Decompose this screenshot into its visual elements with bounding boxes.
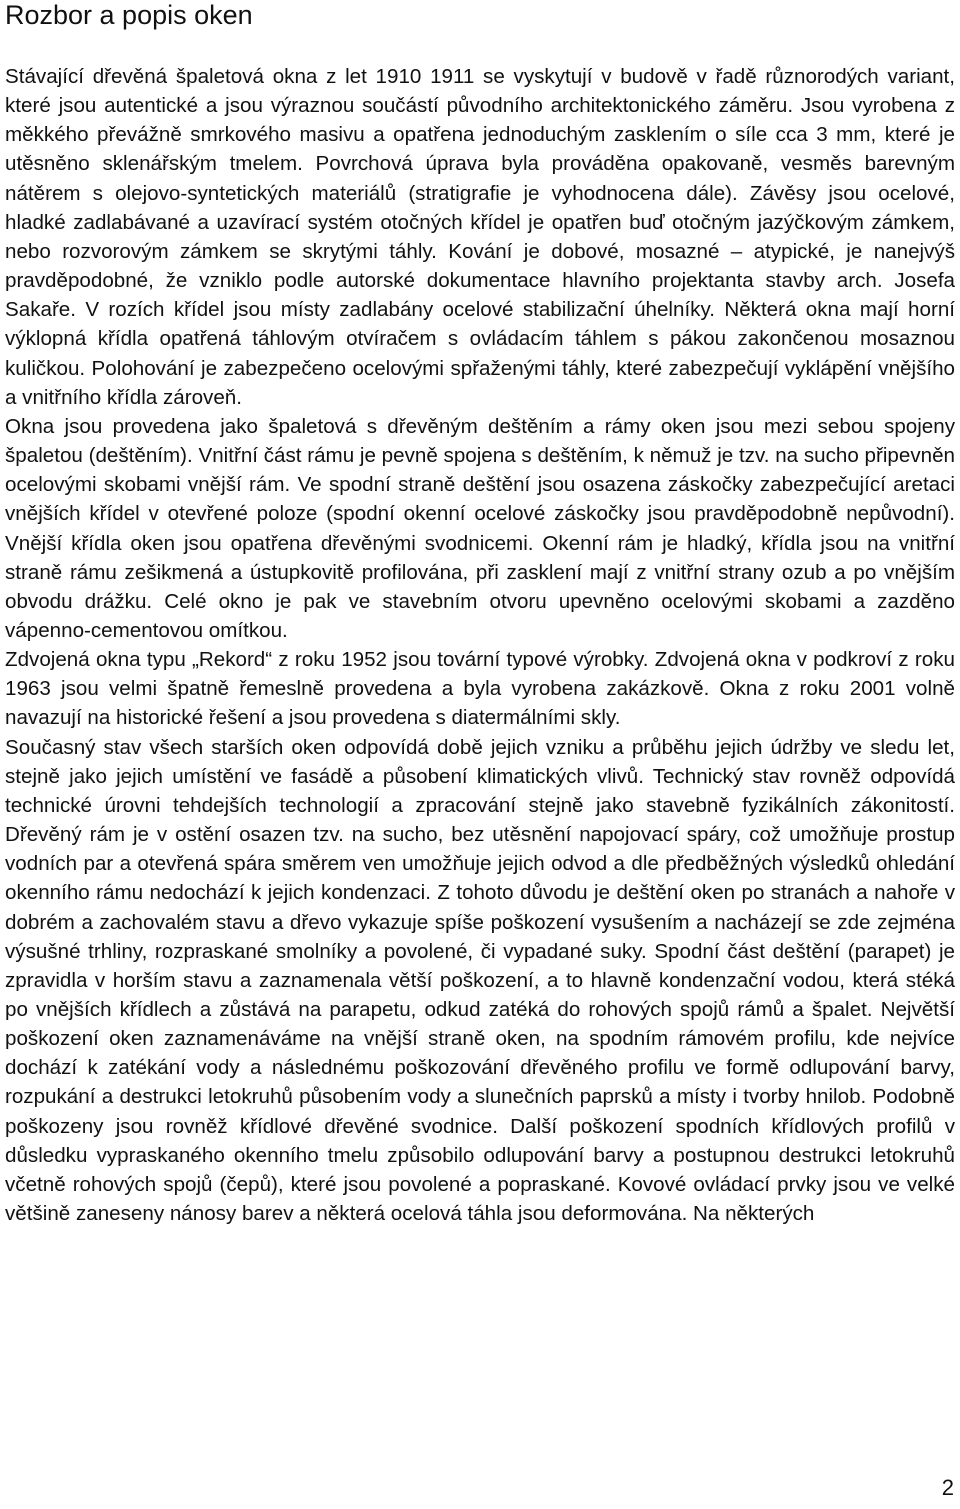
paragraph: Okna jsou provedena jako špaletová s dřevěným deštěním a rámy oken jsou mezi sebou spojeny špaletou (deštěním). Vnitřní část rámu je pevně spojena s deštěním, k němuž je tzv. na sucho připevněn ocelovými skobami vnější rám. Ve spodní straně deštění jsou osazena záskočky zabezpečující aretaci vnějších křídel v otevřené poloze (spodní okenní ocelové záskočky jsou pravděpodobně nepůvodní). Vnější křídla oken jsou opatřena dřevěnými svodnicemi. Okenní rám je hladký, křídla jsou na vnitřní straně rámu zešikmená a ústupkovitě profilována, při zasklení mají z vnitřní strany ozub a po vnějším obvodu drážku. Celé okno je pak ve stavebním otvoru upevněno ocelovými skobami a zazděno vápenno-cementovou omítkou.: [5, 414, 955, 642]
page-number: 2: [941, 1475, 954, 1500]
paragraph: Stávající dřevěná špaletová okna z let 1910 1911 se vyskytují v budově v řadě různorodých variant, které jsou autentické a jsou výraznou součástí původního architektonického záměru. Jsou vyrobena z měkkého převážně smrkového masivu a opatřena jednoduchým zasklením o síle cca 3 mm, které je utěsněno sklenářským tmelem. Povrchová úprava byla prováděna opakovaně, vesměs barevným nátěrem s olejovo-syntetických materiálů (stratigrafie je vyhodnocena dále). Závěsy jsou ocelové, hladké zadlabávané a uzavírací systém otočných křídel je opatřen buď otočným jazýčkovým zámkem, nebo rozvorovým zámkem se skrytými táhly. Kování je dobové, mosazné – atypické, je nanejvýš pravděpodobné, že vzniklo podle autorské dokumentace hlavního projektanta stavby arch. Josefa Sakaře. V rozích křídel jsou místy zadlabány ocelové stabilizační úhelníky. Některá okna mají horní výklopná křídla opatřená táhlovým otvíračem s ovládacím táhlem s pákou zakončenou mosaznou kuličkou. Polohování je zabezpečeno ocelovými spřaženými táhly, které zabezpečují vyklápění vnějšího a vnitřního křídla zároveň.: [5, 65, 955, 409]
paragraph: Zdvojená okna typu „Rekord“ z roku 1952 jsou tovární typové výrobky. Zdvojená okna v podkroví z roku 1963 jsou velmi špatně řemeslně provedena a byla vyrobena zakázkově. Okna z roku 2001 volně navazují na historické řešení a jsou provedena s diatermálními skly.: [5, 648, 955, 730]
page-title: Rozbor a popis oken: [5, 0, 253, 30]
paragraph: Současný stav všech starších oken odpovídá době jejich vzniku a průběhu jejich údržby ve sledu let, stejně jako jejich umístění ve fasádě a působení klimatických vlivů. Technický stav rovněž odpovídá technické úrovni tehdejších technologií a zpracování stejně jako stavebně fyzikálních zákonitostí. Dřevěný rám je v ostění osazen tzv. na sucho, bez utěsnění napojovací spáry, což umožňuje prostup vodních par a otevřená spára směrem ven umožňuje jejich odvod a dle předběžných výsledků ohledání okenního rámu nedochází k jejich kondenzaci. Z tohoto důvodu je deštění oken po stranách a nahoře v dobrém a zachovalém stavu a dřevo vykazuje spíše poškození vysušením a nacházejí se zde zejména výsušné trhliny, rozpraskané smolníky a povolené, či vypadané suky. Spodní část deštění (parapet) je zpravidla v horším stavu a zaznamenala větší poškození, a to hlavně kondenzační vodou, která stéká po vnějších křídlech a zůstává na parapetu, odkud zatéká do rohových spojů rámů a špalet. Největší poškození oken zaznamenáváme na vnější straně oken, na spodním rámovém profilu, kde nejvíce dochází k zatékání vody a následnému poškozování dřevěného profilu ve formě odlupování barvy, rozpukání a destrukci letokruhů působením vody a slunečních paprsků a místy i tvorby hnilob. Podobně poškozeny jsou rovněž křídlové dřevěné svodnice. Další poškození spodních křídlových profilů v důsledku vypraskaného okenního tmelu způsobilo odlupování barvy a postupnou destrukci letokruhů včetně rohových spojů (čepů), které jsou povolené a popraskané. Kovové ovládací prvky jsou ve velké většině zaneseny nánosy barev a některá ocelová táhla jsou deformována. Na některých: [5, 735, 955, 1226]
document-body: [5, 62, 955, 1228]
document-page: [5, 0, 955, 1228]
